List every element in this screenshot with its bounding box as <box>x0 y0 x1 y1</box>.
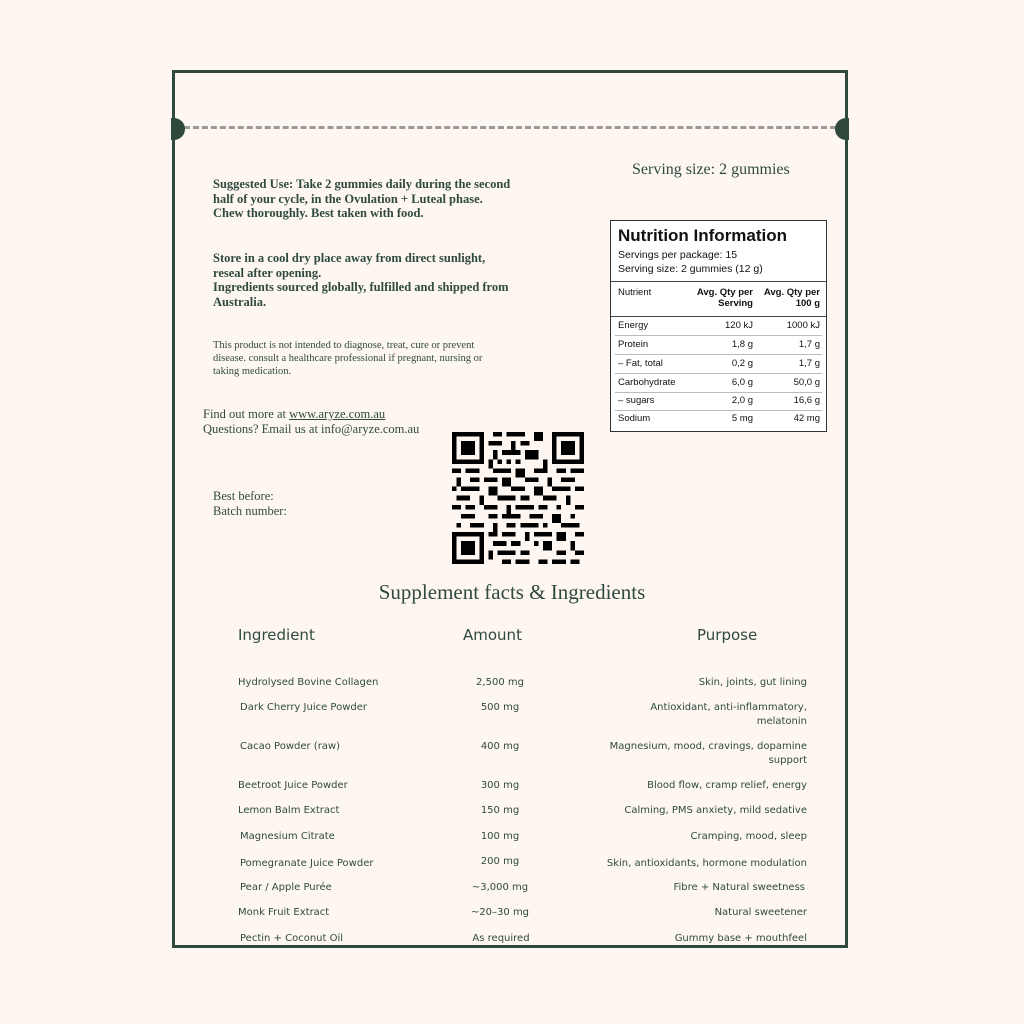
nutrient-name: – Fat, total <box>618 358 663 369</box>
find-out-more-label: Find out more at <box>203 407 290 421</box>
ingredient-name: Cacao Powder (raw) <box>240 741 341 752</box>
nutrient-header: Nutrient <box>618 287 652 298</box>
ingredient-name: Magnesium Citrate <box>240 831 335 842</box>
ingredient-amount: 150 mg <box>480 805 520 816</box>
storage-info <box>213 251 513 310</box>
row-divider <box>615 373 822 374</box>
nutrition-divider <box>611 281 826 282</box>
storage-text: Store in a cool dry place away from direct sunlight, reseal after opening. <box>213 251 486 280</box>
ingredient-name: Beetroot Juice Powder <box>238 780 348 791</box>
ingredient-purpose: Antioxidant, anti-inflammatory, melatonin <box>650 702 807 727</box>
ingredient-name: Dark Cherry Juice Powder <box>240 702 368 713</box>
qr-code-icon[interactable] <box>452 432 584 564</box>
suggested-use: Suggested Use: Take 2 gummies daily during the second half of your cycle, in the Ovulation + Luteal phase. Chew thoroughly. Best taken with food. <box>213 177 511 221</box>
nutrient-per-serving: 0,2 g <box>731 358 753 369</box>
nutrient-per-serving: 6,0 g <box>731 377 753 388</box>
nutrient-per-100g: 16,6 g <box>793 395 820 406</box>
purpose-column-header: Purpose <box>697 626 758 644</box>
nutrition-divider <box>611 316 826 317</box>
questions-email: Questions? Email us at info@aryze.com.au <box>203 422 420 436</box>
supplement-facts-heading: Supplement facts & Ingredients <box>378 580 646 604</box>
nutrient-per-100g: 1000 kJ <box>786 320 820 331</box>
best-before-label: Best before: <box>213 489 274 503</box>
row-divider <box>615 392 822 393</box>
ingredient-name: Hydrolysed Bovine Collagen <box>238 677 379 688</box>
ingredient-amount: 300 mg <box>480 780 520 791</box>
nutrient-name: Carbohydrate <box>618 377 676 388</box>
serving-size-heading: Serving size: 2 gummies <box>632 161 790 178</box>
ingredient-name: Pectin + Coconut Oil <box>240 933 344 944</box>
ingredient-amount: ~20–30 mg <box>470 907 530 918</box>
per-serving-header: Avg. Qty per Serving <box>696 287 753 309</box>
nutrient-name: Sodium <box>618 413 651 424</box>
batch-info <box>213 489 287 519</box>
per-100g-header: Avg. Qty per 100 g <box>763 287 820 309</box>
ingredient-column-header: Ingredient <box>238 626 315 644</box>
ingredient-amount: 2,500 mg <box>476 677 524 688</box>
nutrition-title: Nutrition Information <box>618 226 788 245</box>
tear-notch-right <box>835 118 849 140</box>
ingredient-amount: 200 mg <box>480 856 520 867</box>
nutrient-per-100g: 42 mg <box>793 413 820 424</box>
ingredient-name: Monk Fruit Extract <box>238 907 330 918</box>
ingredient-purpose: Skin, antioxidants, hormone modulation <box>606 858 807 869</box>
row-divider <box>615 335 822 336</box>
nutrient-name: Energy <box>618 320 649 331</box>
tear-notch-left <box>171 118 185 140</box>
nutrient-per-serving: 2,0 g <box>731 395 753 406</box>
sourcing-text: Ingredients sourced globally, fulfilled and shipped from Australia. <box>213 280 509 310</box>
ingredient-amount: As required <box>472 933 530 944</box>
ingredient-amount: 500 mg <box>480 702 520 713</box>
nutrient-per-100g: 1,7 g <box>798 358 820 369</box>
ingredient-name: Lemon Balm Extract <box>238 805 340 816</box>
servings-per-package: Servings per package: 15 <box>618 249 738 261</box>
ingredient-purpose: Calming, PMS anxiety, mild sedative <box>624 805 807 816</box>
nutrient-name: – sugars <box>618 395 655 406</box>
disclaimer: This product is not intended to diagnose, treat, cure or prevent disease. consult a healthcare professional if pregnant, nursing or taking medication. <box>213 340 483 377</box>
ingredient-purpose: Fibre + Natural sweetness <box>673 882 805 893</box>
nutrient-name: Protein <box>618 339 649 350</box>
ingredient-purpose: Cramping, mood, sleep <box>690 831 807 842</box>
nutrient-per-serving: 120 kJ <box>725 320 753 331</box>
nutrient-per-100g: 1,7 g <box>798 339 820 350</box>
ingredient-purpose: Natural sweetener <box>714 907 807 918</box>
ingredient-purpose: Gummy base + mouthfeel <box>674 933 807 944</box>
nutrient-per-serving: 5 mg <box>731 413 753 424</box>
contact-info <box>203 407 419 437</box>
row-divider <box>615 354 822 355</box>
ingredient-purpose: Magnesium, mood, cravings, dopamine support <box>609 741 807 766</box>
batch-number-label: Batch number: <box>213 504 287 518</box>
ingredient-amount: ~3,000 mg <box>471 882 529 893</box>
nutrient-per-100g: 50,0 g <box>793 377 820 388</box>
nutrition-panel <box>610 220 827 432</box>
ingredient-amount: 400 mg <box>480 741 520 752</box>
ingredient-purpose: Blood flow, cramp relief, energy <box>647 780 807 791</box>
website-link[interactable]: www.aryze.com.au <box>289 407 386 421</box>
ingredient-amount: 100 mg <box>480 831 520 842</box>
ingredient-purpose: Skin, joints, gut lining <box>698 677 807 688</box>
ingredient-name: Pomegranate Juice Powder <box>240 858 374 869</box>
nutrient-per-serving: 1,8 g <box>731 339 753 350</box>
amount-column-header: Amount <box>463 626 522 644</box>
ingredient-name: Pear / Apple Purée <box>240 882 332 893</box>
serving-size: Serving size: 2 gummies (12 g) <box>618 263 763 275</box>
row-divider <box>615 410 822 411</box>
tear-line <box>175 126 845 129</box>
